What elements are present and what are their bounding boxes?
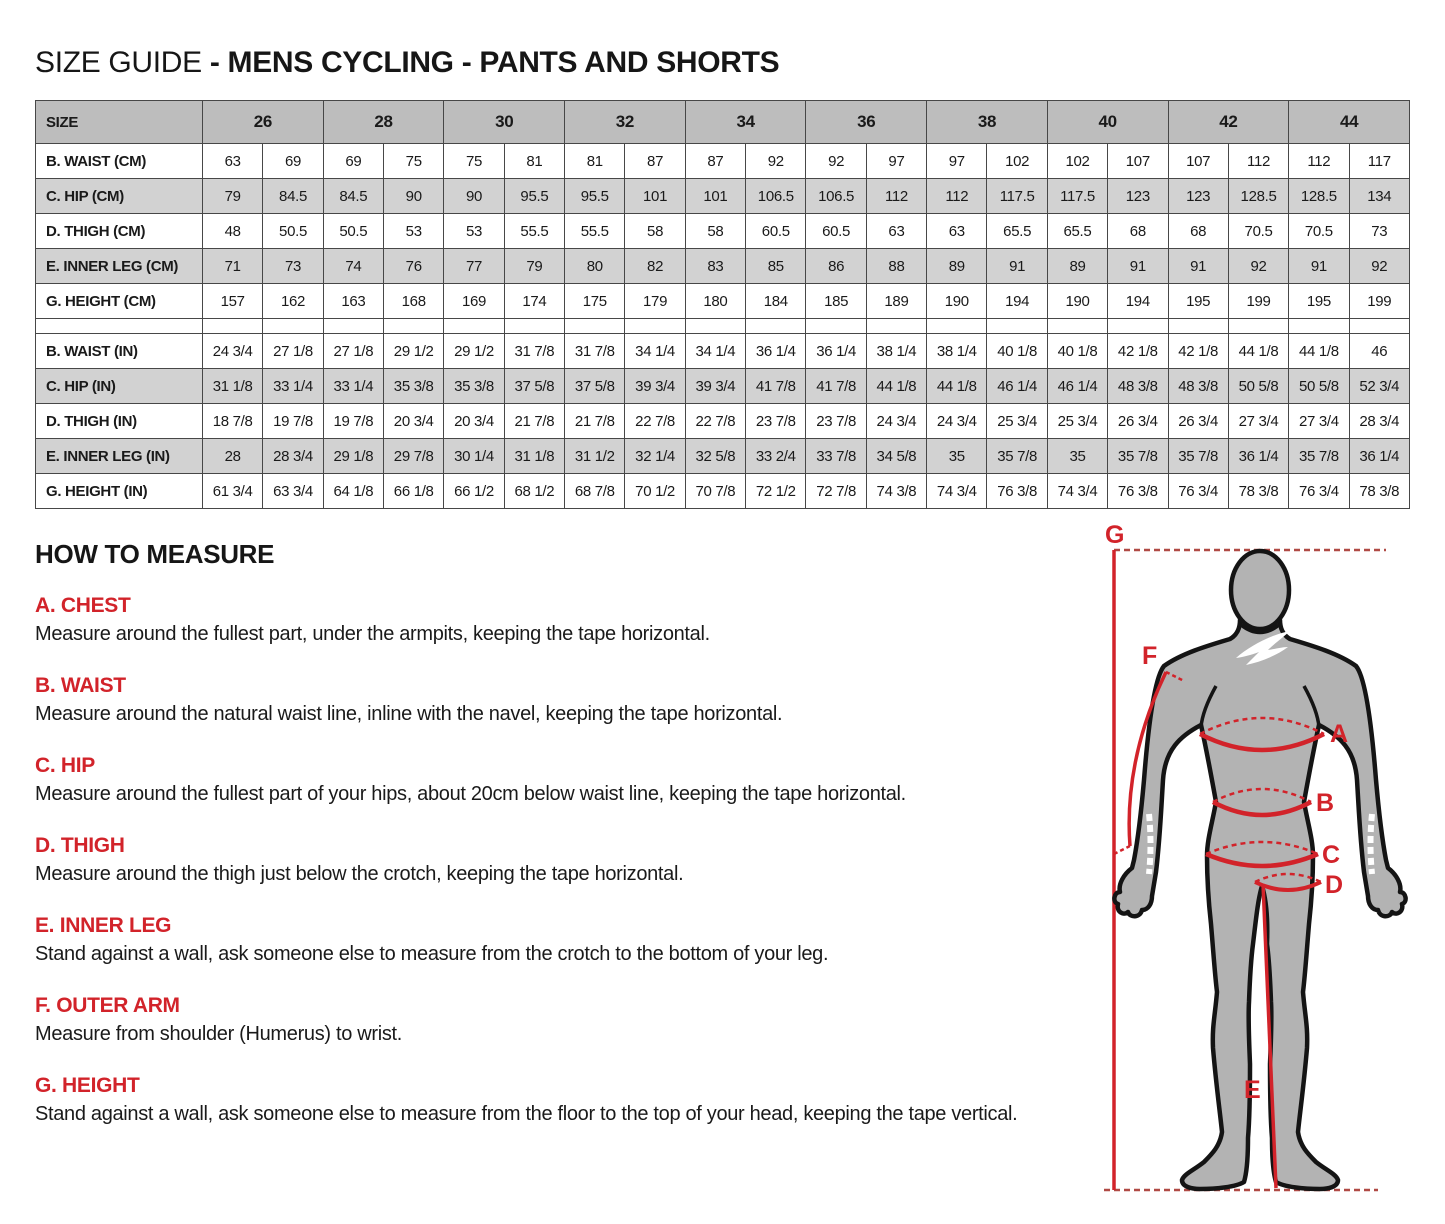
- separator-cell: [203, 319, 263, 334]
- size-value: 85: [746, 249, 806, 284]
- size-value: 97: [927, 144, 987, 179]
- size-value: 70.5: [1289, 214, 1349, 249]
- size-value: 27 3/4: [1289, 404, 1349, 439]
- how-to-sections: [35, 594, 1095, 1127]
- separator-cell: [927, 319, 987, 334]
- size-value: 25 3/4: [987, 404, 1047, 439]
- size-value: 35 7/8: [987, 439, 1047, 474]
- size-header: 36: [806, 101, 927, 144]
- size-value: 53: [384, 214, 444, 249]
- size-value: 32 1/4: [625, 439, 685, 474]
- measure-heading: F. OUTER ARM: [35, 994, 180, 1017]
- size-value: 40 1/8: [987, 334, 1047, 369]
- size-value: 95.5: [565, 179, 625, 214]
- size-value: 55.5: [565, 214, 625, 249]
- size-value: 26 3/4: [1168, 404, 1228, 439]
- size-value: 36 1/4: [806, 334, 866, 369]
- size-value: 123: [1168, 179, 1228, 214]
- separator-cell: [444, 319, 504, 334]
- size-value: 70.5: [1228, 214, 1288, 249]
- outer-arm-dash-bottom: [1114, 846, 1130, 854]
- size-value: 123: [1108, 179, 1168, 214]
- size-value: 79: [203, 179, 263, 214]
- size-value: 81: [504, 144, 564, 179]
- size-value: 174: [504, 284, 564, 319]
- size-value: 58: [625, 214, 685, 249]
- measure-section: [35, 914, 1095, 967]
- size-value: 48 3/8: [1168, 369, 1228, 404]
- size-value: 92: [1228, 249, 1288, 284]
- table-header-row: [36, 101, 1410, 144]
- size-value: 36 1/4: [1349, 439, 1409, 474]
- size-value: 185: [806, 284, 866, 319]
- size-value: 35: [927, 439, 987, 474]
- size-value: 68: [1168, 214, 1228, 249]
- size-value: 37 5/8: [504, 369, 564, 404]
- size-value: 21 7/8: [504, 404, 564, 439]
- row-label: D. THIGH (IN): [36, 404, 203, 439]
- measure-text: Measure around the thigh just below the crotch, keeping the tape horizontal.: [35, 863, 684, 885]
- size-value: 92: [746, 144, 806, 179]
- size-value: 26 3/4: [1108, 404, 1168, 439]
- size-value: 30 1/4: [444, 439, 504, 474]
- measurement-figure: [1100, 524, 1445, 1224]
- size-value: 24 3/4: [203, 334, 263, 369]
- size-value: 39 3/4: [685, 369, 745, 404]
- size-value: 20 3/4: [444, 404, 504, 439]
- size-value: 76 3/8: [1108, 474, 1168, 509]
- size-value: 29 1/8: [323, 439, 383, 474]
- size-value: 19 7/8: [323, 404, 383, 439]
- label-f: F: [1142, 642, 1157, 670]
- size-value: 27 1/8: [263, 334, 323, 369]
- measure-text: Measure around the fullest part of your hips, about 20cm below waist line, keeping the tape horizontal.: [35, 783, 906, 805]
- size-value: 68: [1108, 214, 1168, 249]
- size-value: 91: [1108, 249, 1168, 284]
- measure-section: [35, 594, 1095, 647]
- size-value: 117.5: [987, 179, 1047, 214]
- size-value: 20 3/4: [384, 404, 444, 439]
- size-value: 76 3/4: [1168, 474, 1228, 509]
- size-value: 112: [1228, 144, 1288, 179]
- size-value: 23 7/8: [746, 404, 806, 439]
- title-prefix: SIZE GUIDE: [35, 46, 202, 79]
- size-value: 41 7/8: [806, 369, 866, 404]
- size-header: 30: [444, 101, 565, 144]
- size-table-head: [36, 101, 1410, 144]
- size-value: 157: [203, 284, 263, 319]
- size-value: 76: [384, 249, 444, 284]
- size-value: 23 7/8: [806, 404, 866, 439]
- size-value: 36 1/4: [746, 334, 806, 369]
- size-value: 72 7/8: [806, 474, 866, 509]
- size-value: 106.5: [806, 179, 866, 214]
- separator-cell: [625, 319, 685, 334]
- separator-cell: [1349, 319, 1409, 334]
- size-value: 35 7/8: [1108, 439, 1168, 474]
- size-value: 101: [625, 179, 685, 214]
- size-value: 190: [927, 284, 987, 319]
- size-value: 27 3/4: [1228, 404, 1288, 439]
- size-value: 90: [444, 179, 504, 214]
- size-value: 92: [1349, 249, 1409, 284]
- size-value: 29 7/8: [384, 439, 444, 474]
- size-value: 32 5/8: [685, 439, 745, 474]
- size-value: 74: [323, 249, 383, 284]
- table-row: [36, 249, 1410, 284]
- size-value: 33 1/4: [323, 369, 383, 404]
- size-value: 53: [444, 214, 504, 249]
- table-row: [36, 404, 1410, 439]
- size-value: 81: [565, 144, 625, 179]
- size-value: 38 1/4: [866, 334, 926, 369]
- measure-section: [35, 674, 1095, 727]
- size-value: 92: [806, 144, 866, 179]
- separator-cell: [806, 319, 866, 334]
- separator-cell: [685, 319, 745, 334]
- separator-cell: [866, 319, 926, 334]
- measure-heading: E. INNER LEG: [35, 914, 172, 937]
- size-value: 44 1/8: [927, 369, 987, 404]
- size-value: 162: [263, 284, 323, 319]
- size-value: 66 1/2: [444, 474, 504, 509]
- row-label: E. INNER LEG (IN): [36, 439, 203, 474]
- size-value: 90: [384, 179, 444, 214]
- table-row: [36, 439, 1410, 474]
- size-value: 106.5: [746, 179, 806, 214]
- size-value: 117.5: [1047, 179, 1107, 214]
- size-value: 194: [1108, 284, 1168, 319]
- size-value: 75: [384, 144, 444, 179]
- size-value: 66 1/8: [384, 474, 444, 509]
- separator-cell: [565, 319, 625, 334]
- size-value: 84.5: [323, 179, 383, 214]
- size-value: 79: [504, 249, 564, 284]
- size-value: 24 3/4: [927, 404, 987, 439]
- label-b: B: [1316, 789, 1334, 817]
- size-value: 101: [685, 179, 745, 214]
- size-value: 28 3/4: [263, 439, 323, 474]
- row-label: E. INNER LEG (CM): [36, 249, 203, 284]
- size-value: 184: [746, 284, 806, 319]
- measure-text: Measure around the natural waist line, inline with the navel, keeping the tape horizontal.: [35, 703, 783, 725]
- measure-text: Measure from shoulder (Humerus) to wrist.: [35, 1023, 402, 1045]
- size-value: 70 1/2: [625, 474, 685, 509]
- table-row: [36, 179, 1410, 214]
- size-value: 195: [1289, 284, 1349, 319]
- size-value: 29 1/2: [444, 334, 504, 369]
- size-value: 87: [625, 144, 685, 179]
- measure-heading: G. HEIGHT: [35, 1074, 140, 1097]
- size-value: 22 7/8: [625, 404, 685, 439]
- unit-separator-row: [36, 319, 1410, 334]
- size-value: 97: [866, 144, 926, 179]
- size-value: 31 7/8: [565, 334, 625, 369]
- size-header: 32: [565, 101, 686, 144]
- measure-heading: A. CHEST: [35, 594, 131, 617]
- size-value: 107: [1108, 144, 1168, 179]
- size-value: 73: [263, 249, 323, 284]
- row-label: C. HIP (CM): [36, 179, 203, 214]
- size-value: 194: [987, 284, 1047, 319]
- label-e: E: [1244, 1076, 1261, 1104]
- size-value: 117: [1349, 144, 1409, 179]
- measure-text: Stand against a wall, ask someone else to measure from the floor to the top of your head, keeping the tape vertical.: [35, 1103, 1018, 1125]
- size-value: 65.5: [1047, 214, 1107, 249]
- size-value: 61 3/4: [203, 474, 263, 509]
- separator-cell: [746, 319, 806, 334]
- size-value: 46 1/4: [1047, 369, 1107, 404]
- size-value: 74 3/4: [927, 474, 987, 509]
- size-value: 29 1/2: [384, 334, 444, 369]
- size-value: 35 3/8: [384, 369, 444, 404]
- size-value: 28 3/4: [1349, 404, 1409, 439]
- size-value: 77: [444, 249, 504, 284]
- row-label: B. WAIST (CM): [36, 144, 203, 179]
- how-to-heading: HOW TO MEASURE: [35, 539, 275, 569]
- table-row: [36, 369, 1410, 404]
- size-value: 68 7/8: [565, 474, 625, 509]
- size-value: 19 7/8: [263, 404, 323, 439]
- size-value: 31 1/8: [203, 369, 263, 404]
- page-title: [35, 46, 779, 80]
- size-value: 52 3/4: [1349, 369, 1409, 404]
- table-row: [36, 144, 1410, 179]
- label-d: D: [1325, 871, 1343, 899]
- size-value: 39 3/4: [625, 369, 685, 404]
- size-value: 21 7/8: [565, 404, 625, 439]
- size-value: 63: [866, 214, 926, 249]
- size-value: 42 1/8: [1168, 334, 1228, 369]
- size-value: 18 7/8: [203, 404, 263, 439]
- size-value: 31 7/8: [504, 334, 564, 369]
- size-value: 76 3/8: [987, 474, 1047, 509]
- how-to-measure: [35, 540, 1095, 1154]
- body-diagram: [1100, 524, 1445, 1224]
- size-value: 102: [1047, 144, 1107, 179]
- size-value: 35: [1047, 439, 1107, 474]
- separator-cell: [987, 319, 1047, 334]
- size-value: 63 3/4: [263, 474, 323, 509]
- size-value: 58: [685, 214, 745, 249]
- size-value: 199: [1228, 284, 1288, 319]
- size-value: 190: [1047, 284, 1107, 319]
- measure-section: [35, 834, 1095, 887]
- size-value: 102: [987, 144, 1047, 179]
- size-value: 78 3/8: [1349, 474, 1409, 509]
- size-value: 50.5: [263, 214, 323, 249]
- separator-cell: [504, 319, 564, 334]
- size-value: 69: [323, 144, 383, 179]
- separator-cell: [1289, 319, 1349, 334]
- size-value: 22 7/8: [685, 404, 745, 439]
- measure-heading: C. HIP: [35, 754, 95, 777]
- table-row: [36, 284, 1410, 319]
- size-value: 89: [1047, 249, 1107, 284]
- size-value: 38 1/4: [927, 334, 987, 369]
- measure-section: [35, 1074, 1095, 1127]
- measure-text: Measure around the fullest part, under the armpits, keeping the tape horizontal.: [35, 623, 710, 645]
- size-value: 179: [625, 284, 685, 319]
- size-value: 63: [203, 144, 263, 179]
- label-c: C: [1322, 841, 1340, 869]
- size-value: 175: [565, 284, 625, 319]
- size-value: 60.5: [746, 214, 806, 249]
- size-value: 35 3/8: [444, 369, 504, 404]
- size-value: 72 1/2: [746, 474, 806, 509]
- size-table-body: [36, 144, 1410, 509]
- title-main: MENS CYCLING - PANTS AND SHORTS: [227, 46, 780, 79]
- size-value: 34 5/8: [866, 439, 926, 474]
- size-value: 48 3/8: [1108, 369, 1168, 404]
- measure-section: [35, 994, 1095, 1047]
- size-value: 128.5: [1289, 179, 1349, 214]
- size-value: 44 1/8: [1228, 334, 1288, 369]
- size-value: 84.5: [263, 179, 323, 214]
- size-value: 112: [1289, 144, 1349, 179]
- size-value: 91: [987, 249, 1047, 284]
- row-label: G. HEIGHT (CM): [36, 284, 203, 319]
- size-value: 50 5/8: [1289, 369, 1349, 404]
- title-separator: -: [201, 46, 228, 79]
- size-value: 76 3/4: [1289, 474, 1349, 509]
- size-header: 28: [323, 101, 444, 144]
- size-value: 63: [927, 214, 987, 249]
- label-g: G: [1105, 524, 1125, 549]
- size-value: 91: [1289, 249, 1349, 284]
- size-value: 80: [565, 249, 625, 284]
- size-value: 78 3/8: [1228, 474, 1288, 509]
- size-value: 33 1/4: [263, 369, 323, 404]
- size-value: 180: [685, 284, 745, 319]
- head: [1231, 551, 1289, 629]
- size-value: 169: [444, 284, 504, 319]
- size-header: 26: [203, 101, 324, 144]
- size-value: 69: [263, 144, 323, 179]
- size-value: 87: [685, 144, 745, 179]
- size-header: 44: [1289, 101, 1410, 144]
- size-value: 41 7/8: [746, 369, 806, 404]
- size-value: 33 2/4: [746, 439, 806, 474]
- size-value: 74 3/4: [1047, 474, 1107, 509]
- size-value: 48: [203, 214, 263, 249]
- size-value: 55.5: [504, 214, 564, 249]
- size-value: 75: [444, 144, 504, 179]
- size-value: 199: [1349, 284, 1409, 319]
- size-value: 31 1/8: [504, 439, 564, 474]
- size-value: 95.5: [504, 179, 564, 214]
- separator-cell: [323, 319, 383, 334]
- measure-heading: D. THIGH: [35, 834, 125, 857]
- size-value: 195: [1168, 284, 1228, 319]
- table-row: [36, 214, 1410, 249]
- size-value: 70 7/8: [685, 474, 745, 509]
- size-value: 34 1/4: [685, 334, 745, 369]
- size-value: 168: [384, 284, 444, 319]
- size-value: 88: [866, 249, 926, 284]
- size-value: 31 1/2: [565, 439, 625, 474]
- size-value: 163: [323, 284, 383, 319]
- size-value: 89: [927, 249, 987, 284]
- table-row: [36, 474, 1410, 509]
- size-value: 35 7/8: [1289, 439, 1349, 474]
- size-value: 50.5: [323, 214, 383, 249]
- size-value: 83: [685, 249, 745, 284]
- size-value: 27 1/8: [323, 334, 383, 369]
- size-value: 128.5: [1228, 179, 1288, 214]
- size-value: 34 1/4: [625, 334, 685, 369]
- row-label: D. THIGH (CM): [36, 214, 203, 249]
- size-header: 40: [1047, 101, 1168, 144]
- size-value: 82: [625, 249, 685, 284]
- row-label: B. WAIST (IN): [36, 334, 203, 369]
- measure-text: Stand against a wall, ask someone else to measure from the crotch to the bottom of your leg.: [35, 943, 829, 965]
- separator-cell: [1228, 319, 1288, 334]
- size-value: 46: [1349, 334, 1409, 369]
- size-value: 36 1/4: [1228, 439, 1288, 474]
- size-header: 38: [927, 101, 1048, 144]
- size-value: 44 1/8: [1289, 334, 1349, 369]
- measure-heading: B. WAIST: [35, 674, 126, 697]
- separator-cell: [384, 319, 444, 334]
- size-value: 86: [806, 249, 866, 284]
- size-value: 91: [1168, 249, 1228, 284]
- row-label: G. HEIGHT (IN): [36, 474, 203, 509]
- size-value: 35 7/8: [1168, 439, 1228, 474]
- size-value: 107: [1168, 144, 1228, 179]
- size-value: 68 1/2: [504, 474, 564, 509]
- size-value: 25 3/4: [1047, 404, 1107, 439]
- size-value: 42 1/8: [1108, 334, 1168, 369]
- size-value: 112: [927, 179, 987, 214]
- size-value: 37 5/8: [565, 369, 625, 404]
- size-value: 28: [203, 439, 263, 474]
- size-column-header: SIZE: [36, 101, 203, 144]
- size-value: 71: [203, 249, 263, 284]
- size-value: 50 5/8: [1228, 369, 1288, 404]
- table-row: [36, 334, 1410, 369]
- separator-cell: [263, 319, 323, 334]
- size-value: 73: [1349, 214, 1409, 249]
- size-value: 46 1/4: [987, 369, 1047, 404]
- separator-cell: [36, 319, 203, 334]
- size-table: [35, 100, 1410, 509]
- label-a: A: [1330, 720, 1348, 748]
- size-header: 42: [1168, 101, 1289, 144]
- size-value: 24 3/4: [866, 404, 926, 439]
- size-value: 65.5: [987, 214, 1047, 249]
- size-value: 44 1/8: [866, 369, 926, 404]
- size-value: 189: [866, 284, 926, 319]
- size-value: 112: [866, 179, 926, 214]
- size-value: 33 7/8: [806, 439, 866, 474]
- size-header: 34: [685, 101, 806, 144]
- size-value: 74 3/8: [866, 474, 926, 509]
- separator-cell: [1047, 319, 1107, 334]
- size-value: 40 1/8: [1047, 334, 1107, 369]
- size-value: 134: [1349, 179, 1409, 214]
- separator-cell: [1108, 319, 1168, 334]
- measure-section: [35, 754, 1095, 807]
- size-value: 60.5: [806, 214, 866, 249]
- row-label: C. HIP (IN): [36, 369, 203, 404]
- size-value: 64 1/8: [323, 474, 383, 509]
- separator-cell: [1168, 319, 1228, 334]
